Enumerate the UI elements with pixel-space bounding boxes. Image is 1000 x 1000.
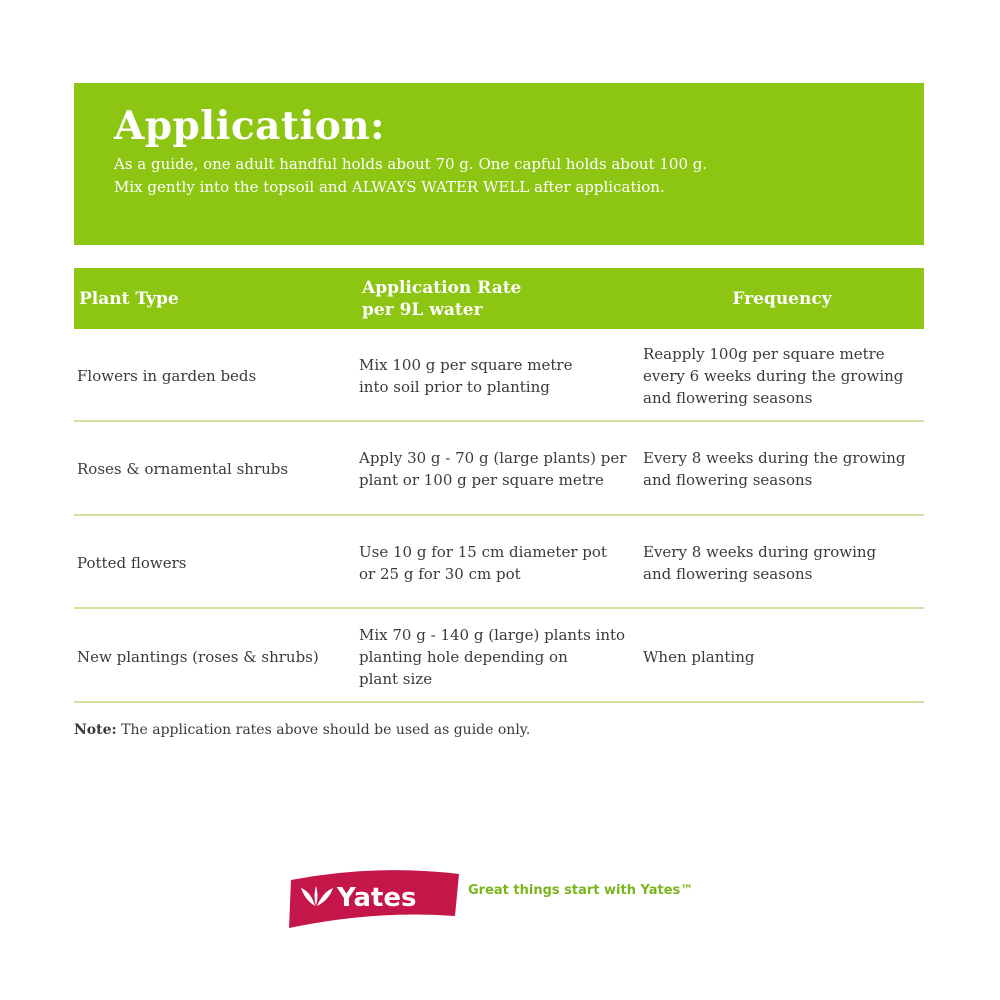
frequency-line: and flowering seasons bbox=[643, 389, 813, 407]
cell-rate bbox=[359, 541, 644, 585]
note-text: The application rates above should be used as guide only. bbox=[116, 722, 531, 738]
table-row bbox=[74, 516, 924, 609]
frequency-line: Every 8 weeks during growing bbox=[643, 543, 877, 561]
yates-logo bbox=[285, 866, 465, 930]
header-frequency: Frequency bbox=[732, 289, 832, 309]
table-row bbox=[74, 609, 924, 703]
cell-plant: New plantings (roses & shrubs) bbox=[77, 648, 319, 666]
frequency-line: When planting bbox=[643, 648, 755, 666]
rate-line: Use 10 g for 15 cm diameter pot bbox=[359, 543, 607, 561]
header-plant-type: Plant Type bbox=[79, 289, 179, 309]
tagline: Great things start with Yates™ bbox=[468, 883, 694, 898]
cell-plant: Potted flowers bbox=[77, 554, 187, 572]
table-row bbox=[74, 329, 924, 422]
cell-rate bbox=[359, 447, 644, 491]
rate-line: Mix 70 g - 140 g (large) plants into bbox=[359, 626, 626, 644]
rate-line: into soil prior to planting bbox=[359, 378, 550, 396]
cell-frequency bbox=[643, 541, 924, 585]
note-label: Note: bbox=[74, 722, 117, 738]
guide-text bbox=[114, 153, 924, 199]
logo-wordmark: Yates bbox=[337, 883, 417, 913]
rate-line: planting hole depending on bbox=[359, 648, 568, 666]
cell-frequency bbox=[643, 646, 924, 668]
header-rate-line-2: per 9L water bbox=[362, 300, 483, 320]
header-application-rate bbox=[362, 277, 592, 321]
frequency-line: and flowering seasons bbox=[643, 565, 813, 583]
table-header bbox=[74, 268, 924, 329]
cell-plant: Roses & ornamental shrubs bbox=[77, 460, 289, 478]
table-row bbox=[74, 422, 924, 516]
cell-plant: Flowers in garden beds bbox=[77, 367, 257, 385]
rate-line: plant or 100 g per square metre bbox=[359, 471, 604, 489]
cell-rate bbox=[359, 354, 644, 398]
cell-rate bbox=[359, 624, 644, 690]
header-rate-line-1: Application Rate bbox=[362, 278, 522, 298]
guide-line-2: Mix gently into the topsoil and ALWAYS WATER WELL after application. bbox=[114, 178, 665, 196]
application-banner bbox=[74, 83, 924, 245]
rate-line: plant size bbox=[359, 670, 433, 688]
frequency-line: Reapply 100g per square metre bbox=[643, 345, 885, 363]
guide-line-1: As a guide, one adult handful holds about 70 g. One capful holds about 100 g. bbox=[114, 155, 708, 173]
page-title: Application: bbox=[114, 103, 386, 149]
rate-line: or 25 g for 30 cm pot bbox=[359, 565, 521, 583]
cell-frequency bbox=[643, 343, 924, 409]
note bbox=[74, 722, 530, 738]
frequency-line: every 6 weeks during the growing bbox=[643, 367, 904, 385]
rate-line: Mix 100 g per square metre bbox=[359, 356, 573, 374]
frequency-line: Every 8 weeks during the growing bbox=[643, 449, 906, 467]
frequency-line: and flowering seasons bbox=[643, 471, 813, 489]
cell-frequency bbox=[643, 447, 924, 491]
rate-line: Apply 30 g - 70 g (large plants) per bbox=[359, 449, 627, 467]
